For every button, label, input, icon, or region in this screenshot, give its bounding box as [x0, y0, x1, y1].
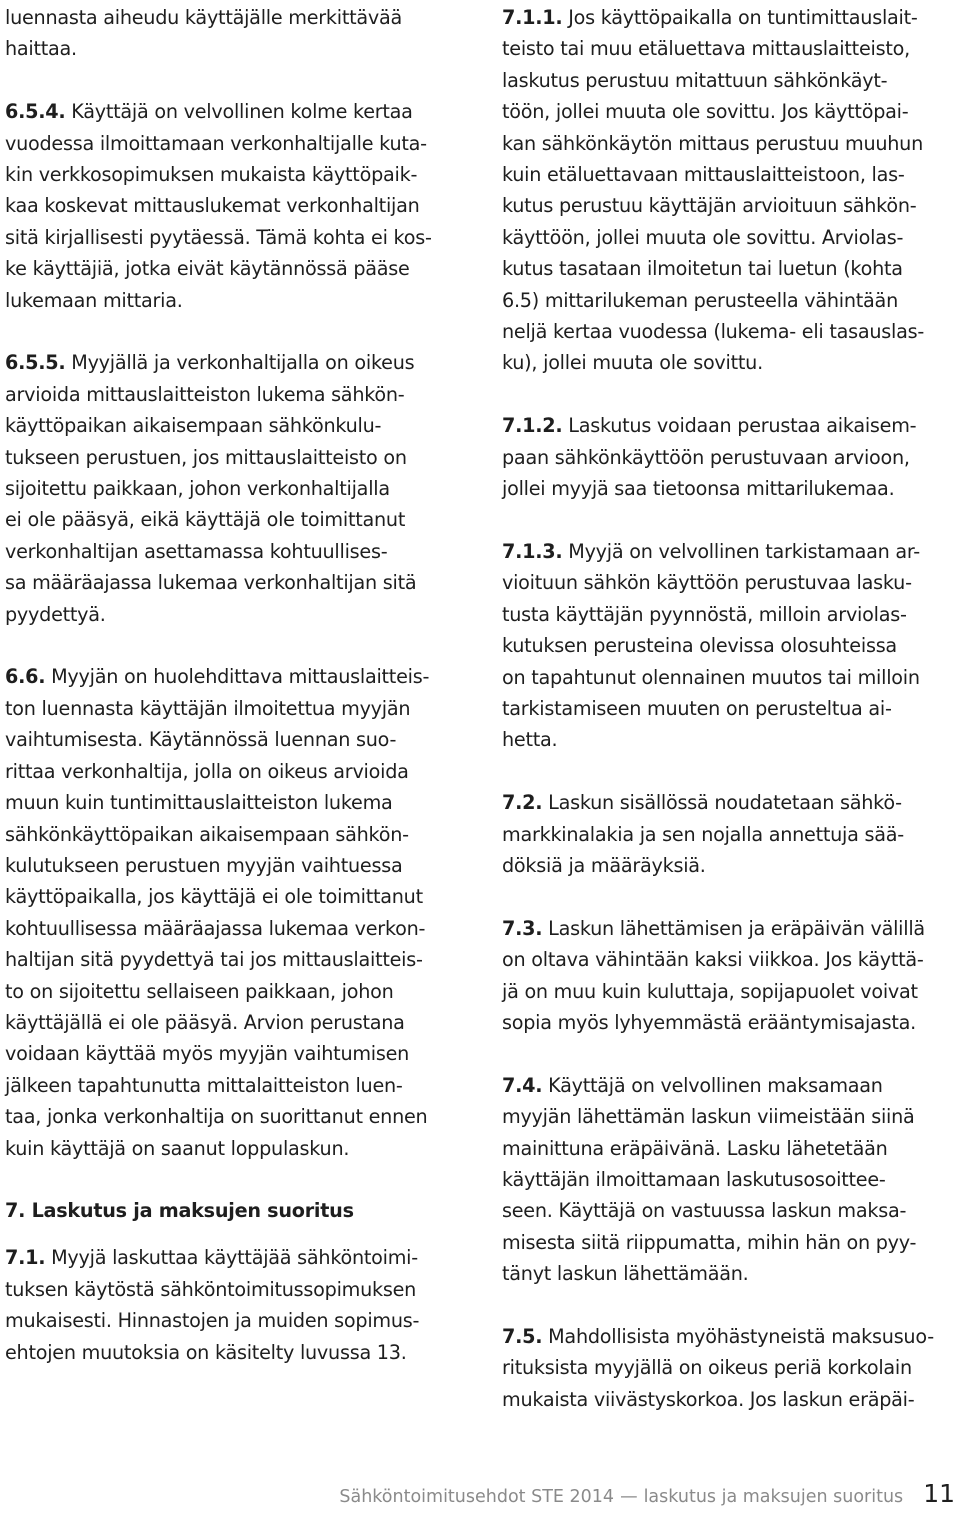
text-line	[502, 1321, 957, 1352]
text-line: misesta siitä riippumatta, mihin hän on pyy-	[502, 1230, 917, 1254]
text-line: sijoitettu paikkaan, johon verkonhaltijalla	[5, 477, 390, 501]
section-number: 7.1.1.	[502, 6, 563, 29]
text-line	[5, 347, 467, 378]
text-line: haltijan sitä pyydettyä tai jos mittauslaitteis-	[5, 948, 423, 972]
text-line: vaihtumisesta. Käytännössä luennan suo-	[5, 728, 397, 752]
text-line: kutuksen perusteina olevissa olosuhteissa	[502, 634, 897, 658]
text-line: haittaa.	[5, 37, 77, 61]
section-number: 7.1.2.	[502, 414, 563, 438]
text-line: verkonhaltijan asettamassa kohtuullises-	[5, 539, 388, 563]
text-line: teisto tai muu etäluettava mittauslaitteisto,	[502, 37, 910, 61]
page-footer	[0, 1479, 955, 1515]
text-line: arvioida mittauslaitteiston lukema sähkön-	[5, 382, 405, 406]
text-line	[502, 536, 957, 567]
text-run: Laskun lähettämisen ja eräpäivän välillä	[542, 916, 925, 940]
text-line: mukaista viivästyskorkoa. Jos laskun eräpäi-	[502, 1387, 915, 1411]
text-line: pyydettyä.	[5, 602, 106, 626]
text-line: kuin etäluettavaan mittauslaitteistoon, las-	[502, 163, 905, 187]
section-6-6	[5, 661, 467, 1164]
text-line: tarkistamiseen muuten on perusteltua ai-	[502, 696, 892, 720]
text-line	[502, 787, 957, 818]
text-line: käyttöpaikalla, jos käyttäjä ei ole toimittanut	[5, 885, 423, 909]
text-line: käyttäjällä ei ole pääsyä. Arvion perustana	[5, 1010, 405, 1034]
text-line	[502, 1070, 957, 1101]
text-line	[502, 2, 957, 33]
section-6-5-4	[5, 96, 467, 316]
text-line: on tapahtunut olennainen muutos tai milloin	[502, 665, 920, 689]
text-line: kutus perustuu käyttäjän arvioituun sähkön-	[502, 194, 917, 218]
text-line: kuin käyttäjä on saanut loppulaskun.	[5, 1136, 350, 1160]
text-line: laskutus perustuu mitattuun sähkönkäyt-	[502, 68, 888, 92]
left-column	[5, 2, 467, 1399]
text-line: ton luennasta käyttäjän ilmoitettua myyjän	[5, 696, 411, 720]
section-number: 7.5.	[502, 1324, 543, 1348]
section-heading-7: 7. Laskutus ja maksujen suoritus	[5, 1199, 354, 1223]
section-7-1-2	[502, 410, 957, 504]
section-7-1-3	[502, 536, 957, 756]
text-line: seen. Käyttäjä on vastuussa laskun maksa-	[502, 1199, 907, 1223]
section-number: 6.6.	[5, 665, 46, 689]
text-line: kaa koskevat mittauslukemat verkonhaltijan	[5, 194, 420, 218]
text-line: 6.5) mittarilukeman perusteella vähintään	[502, 288, 898, 312]
text-line: taa, jonka verkonhaltija on suorittanut ennen	[5, 1105, 428, 1129]
text-line: mukaisesti. Hinnastojen ja muiden sopimus-	[5, 1309, 420, 1333]
text-line: vioituun sähkön käyttöön perustuvaa lasku-	[502, 571, 912, 595]
text-line: vuodessa ilmoittamaan verkonhaltijalle kuta-	[5, 131, 427, 155]
text-line: rittaa verkonhaltija, jolla on oikeus arvioida	[5, 759, 409, 783]
section-number: 7.1.	[5, 1246, 46, 1270]
text-line: tuksen käytöstä sähköntoimitussopimuksen	[5, 1277, 417, 1301]
section-number: 7.2.	[502, 791, 543, 815]
footer-doc-title: Sähköntoimitusehdot STE 2014	[339, 1487, 615, 1507]
text-run: Laskutus voidaan perustaa aikaisem-	[562, 414, 917, 438]
text-line	[5, 661, 467, 692]
right-column	[502, 2, 957, 1447]
text-line: to on sijoitettu sellaiseen paikkaan, johon	[5, 979, 394, 1003]
text-line: tänyt laskun lähettämään.	[502, 1262, 749, 1286]
section-number: 6.5.5.	[5, 351, 66, 375]
text-line: markkinalakia ja sen nojalla annettuja sää-	[502, 822, 904, 846]
text-line: jollei myyjä saa tietoonsa mittarilukemaa.	[502, 477, 895, 501]
section-number: 7.4.	[502, 1073, 543, 1097]
text-line: lukemaan mittaria.	[5, 288, 183, 312]
section-7-1-1	[502, 2, 957, 379]
footer-separator: —	[620, 1487, 638, 1507]
text-line: luennasta aiheudu käyttäjälle merkittävää	[5, 6, 403, 29]
text-line: sitä kirjallisesti pyytäessä. Tämä kohta ei kos-	[5, 225, 432, 249]
section-7-3	[502, 913, 957, 1039]
footer-section-title: laskutus ja maksujen suoritus	[643, 1487, 904, 1507]
section-7-2	[502, 787, 957, 881]
section-number: 7.1.3.	[502, 539, 563, 563]
text-run: Myyjä laskuttaa käyttäjää sähköntoimi-	[45, 1246, 418, 1270]
text-line: jä on muu kuin kuluttaja, sopijapuolet voivat	[502, 979, 918, 1003]
text-line	[502, 410, 957, 441]
text-line: sähkönkäyttöpaikan aikaisempaan sähkön-	[5, 822, 409, 846]
text-line: kohtuullisessa määräajassa lukemaa verkon-	[5, 916, 426, 940]
section-7-5	[502, 1321, 957, 1415]
text-line: mainittuna eräpäivänä. Lasku lähetetään	[502, 1136, 888, 1160]
text-run: Jos käyttöpaikalla on tuntimittauslait-	[562, 6, 918, 29]
text-line: tusta käyttäjän pyynnöstä, milloin arviolas-	[502, 602, 907, 626]
text-line: kin verkkosopimuksen mukaista käyttöpaik-	[5, 163, 418, 187]
text-line: hetta.	[502, 728, 558, 752]
section-number: 6.5.4.	[5, 100, 66, 124]
text-line: muun kuin tuntimittauslaitteiston lukema	[5, 791, 393, 815]
section-7-4	[502, 1070, 957, 1290]
text-line	[5, 96, 467, 127]
text-line	[502, 913, 957, 944]
text-run: Laskun sisällössä noudatetaan sähkö-	[542, 791, 902, 815]
text-line: ehtojen muutoksia on käsitelty luvussa 13.	[5, 1340, 407, 1364]
text-line: neljä kertaa vuodessa (lukema- eli tasauslas-	[502, 320, 925, 344]
text-line: paan sähkönkäyttöön perustuvaan arvioon,	[502, 445, 910, 469]
text-line: rituksista myyjällä on oikeus periä korkolain	[502, 1356, 912, 1380]
text-run: Myyjä on velvollinen tarkistamaan ar-	[562, 539, 920, 563]
text-line: kutus tasataan ilmoitetun tai luetun (kohta	[502, 257, 903, 281]
text-line: ku), jollei muuta ole sovittu.	[502, 351, 763, 375]
text-run: Käyttäjä on velvollinen kolme kertaa	[65, 100, 413, 124]
section-number: 7.3.	[502, 916, 543, 940]
text-line: käyttöön, jollei muuta ole sovittu. Arviolas-	[502, 225, 904, 249]
text-line: voidaan käyttää myös myyjän vaihtumisen	[5, 1042, 410, 1066]
section-7-1	[5, 1242, 467, 1368]
text-line: ke käyttäjiä, jotka eivät käytännössä pääse	[5, 257, 410, 281]
text-line: käyttöpaikan aikaisempaan sähkönkulu-	[5, 414, 382, 438]
section-6-5-5	[5, 347, 467, 630]
text-line: döksiä ja määräyksiä.	[502, 853, 706, 877]
text-run: Myyjän on huolehdittava mittauslaitteis-	[45, 665, 430, 689]
text-line: kulutukseen perustuen myyjän vaihtuessa	[5, 853, 403, 877]
text-line	[5, 1242, 467, 1273]
text-line: sa määräajassa lukemaa verkonhaltijan sitä	[5, 571, 417, 595]
text-line: töön, jollei muuta ole sovittu. Jos käyttöpai-	[502, 100, 909, 124]
paragraph-continued	[5, 2, 467, 65]
text-run: Mahdollisista myöhästyneistä maksusuo-	[542, 1324, 934, 1348]
text-line: käyttäjän ilmoittamaan laskutusosoittee-	[502, 1167, 886, 1191]
text-run: Myyjällä ja verkonhaltijalla on oikeus	[65, 351, 415, 375]
text-line: on oltava vähintään kaksi viikkoa. Jos käyttä-	[502, 948, 924, 972]
page-number: 11	[923, 1479, 955, 1508]
text-run: Käyttäjä on velvollinen maksamaan	[542, 1073, 883, 1097]
text-line: ei ole pääsyä, eikä käyttäjä ole toimittanut	[5, 508, 406, 532]
text-line: sopia myös lyhyemmästä erääntymisajasta.	[502, 1010, 916, 1034]
text-line: tukseen perustuen, jos mittauslaitteisto on	[5, 445, 407, 469]
text-line: kan sähkönkäytön mittaus perustuu muuhun	[502, 131, 923, 155]
text-line: myyjän lähettämän laskun viimeistään siinä	[502, 1105, 915, 1129]
text-line: jälkeen tapahtunutta mittalaitteiston luen-	[5, 1073, 403, 1097]
